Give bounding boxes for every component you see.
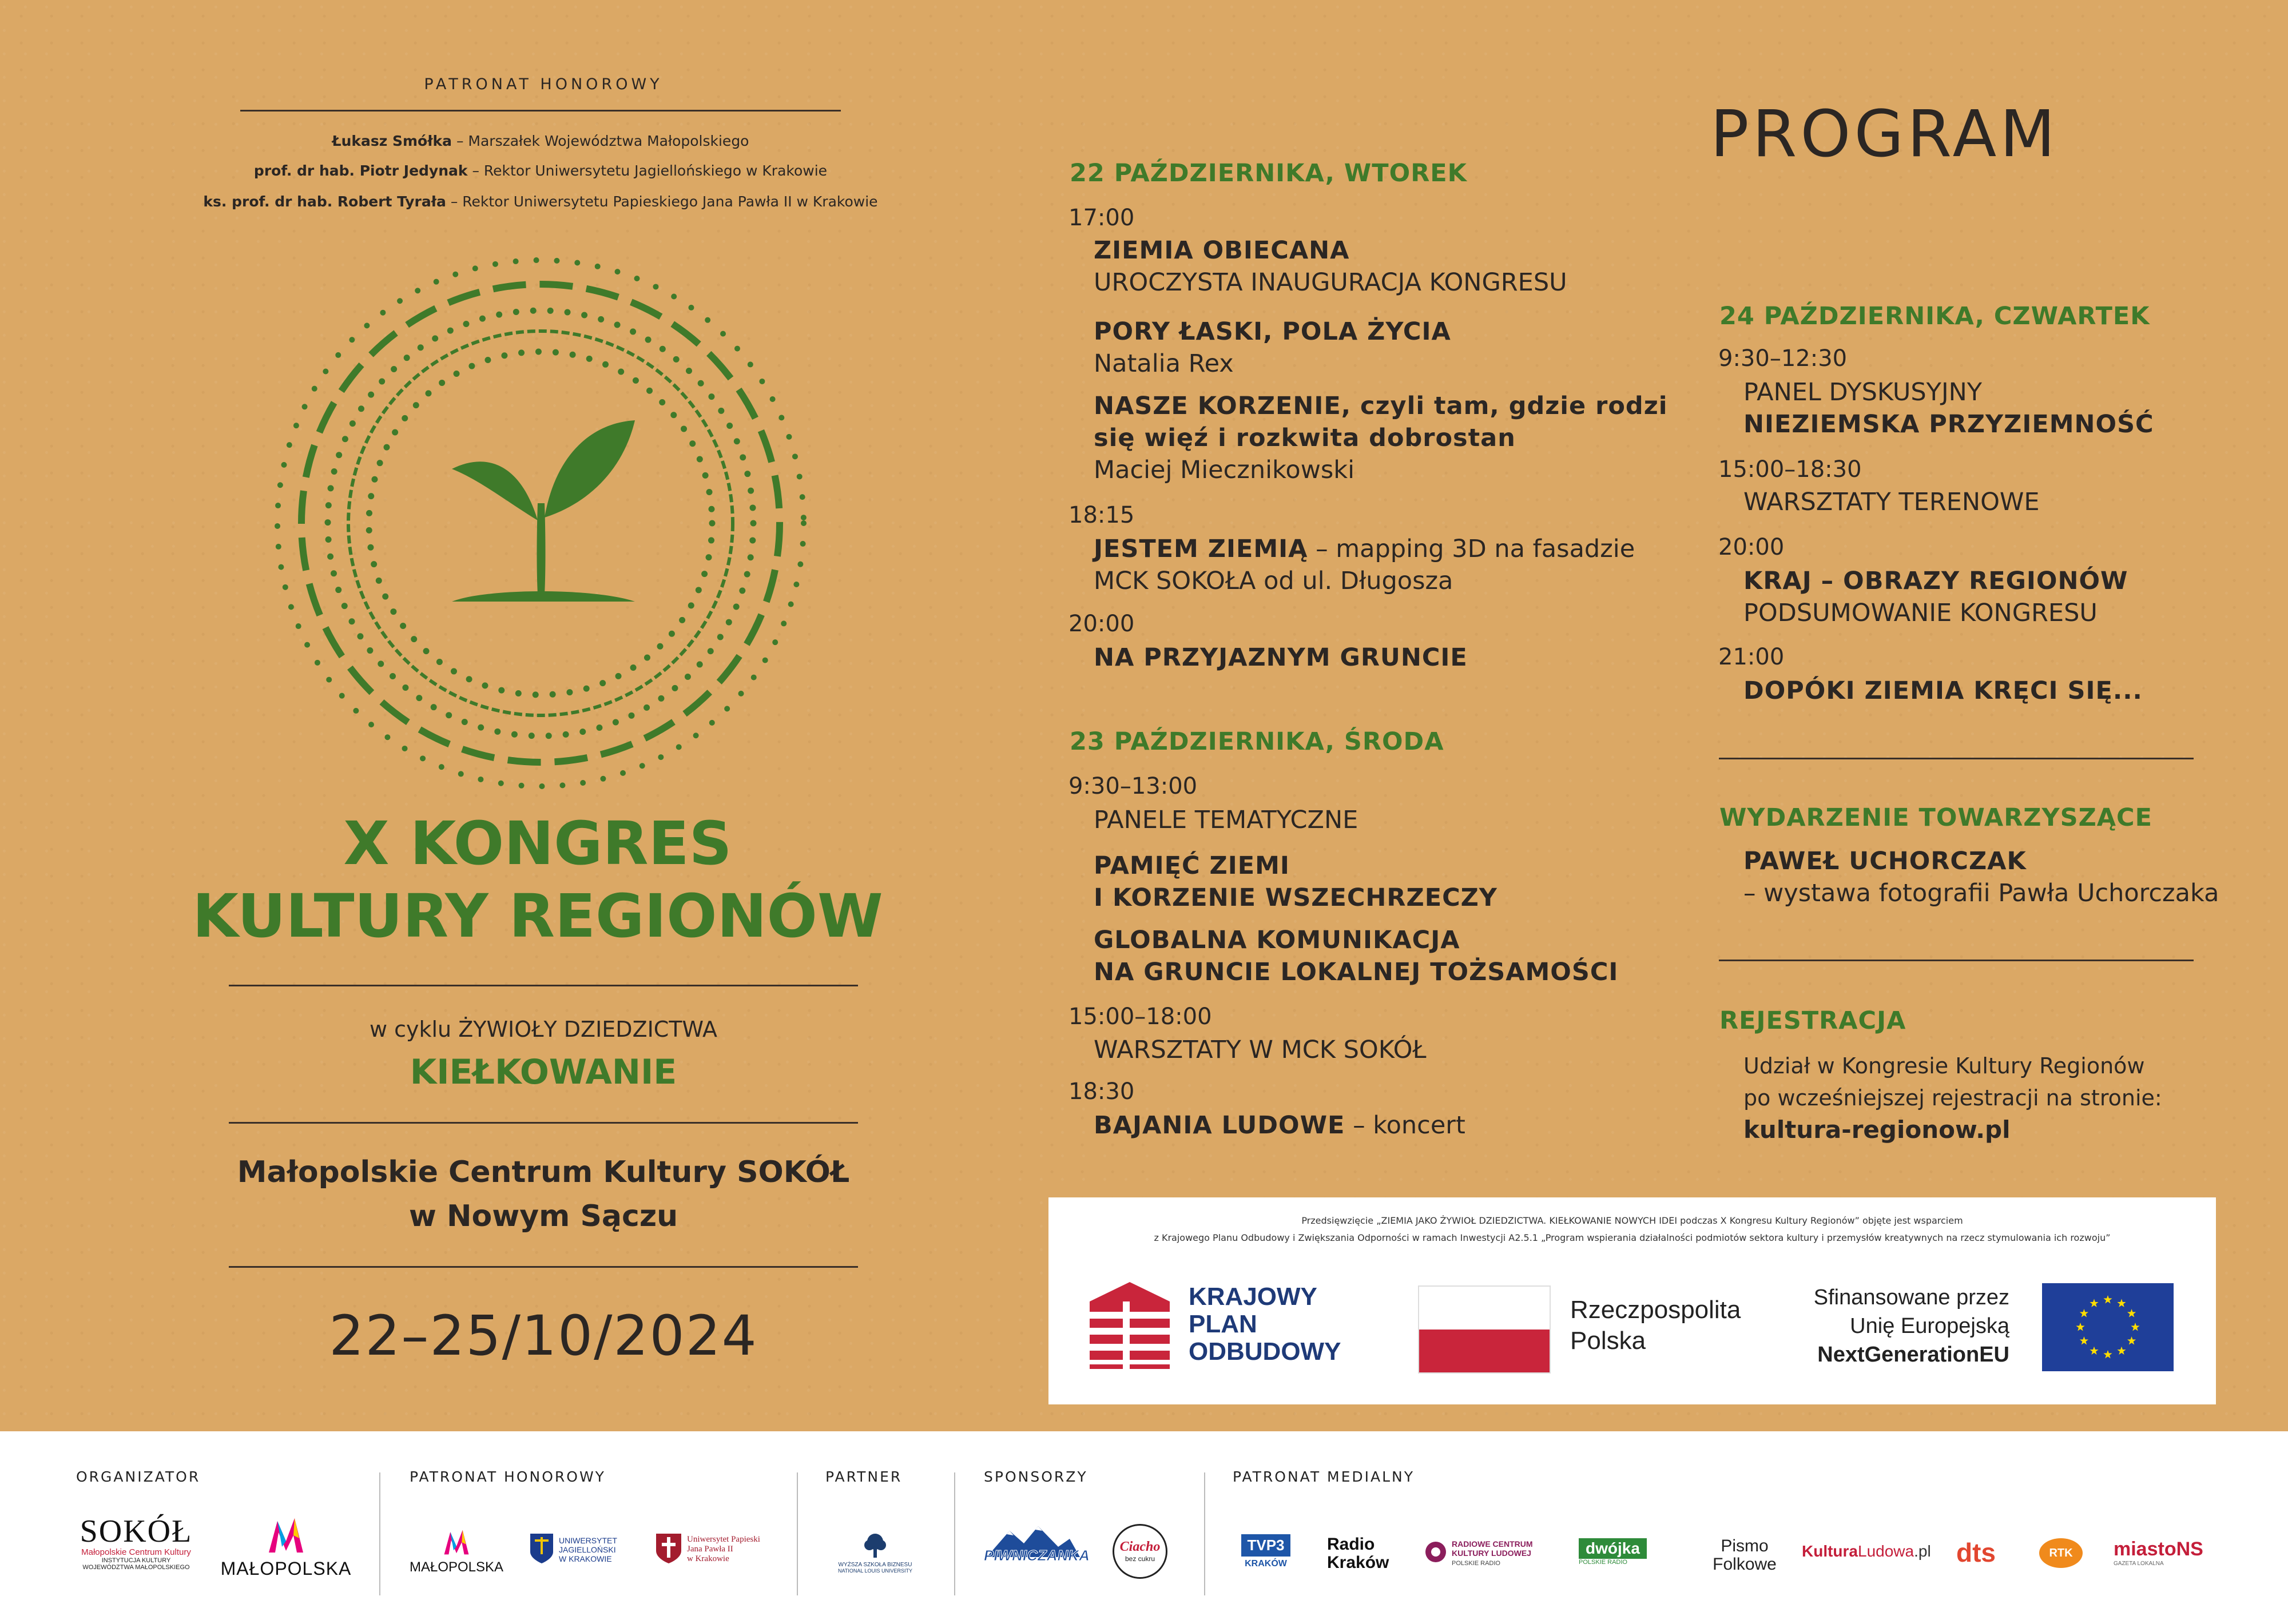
poster: PATRONAT HONOROWY Łukasz Smółka – Marszałek Województwa Małopolskiego prof. dr hab. Piotr Jedynak – Rektor Uniwersytetu Jagiellońskiego w Krakowie ks. prof. dr hab. Robert Tyrała – Rektor Uniwersytetu Papieskiego Jana Pawła II w Krakowie X KONGRES KULTURY REGIONÓW w cyklu ŻYWIOŁY DZIEDZICTWA KIEŁKOWANIE Małopolskie Centrum Kultury SOKÓŁ w Nowym Sączu 22–25/10/2024 PROGRAM 22 PAŹDZIERNIKA, WTOREK 17:00 ZIEMIA OBIECANA UROCZYSTA INAUGURACJA KONGRESU PORY ŁASKI, POLA ŻYCIA Natalia Rex NASZE KORZENIE, czyli tam, gdzie rodzi się więź i rozkwita dobrostan Maciej Miecznikowski 18:15 JESTEM ZIEMIĄ – mapping 3D na fasadzie MCK SOKOŁA od ul. Długosza 20:00 NA PRZYJAZNYM GRUNCIE 23 PAŹDZIERNIKA, ŚRODA 9:30–13:00 PANELE TEMATYCZNE PAMIĘĆ ZIEMI I KORZENIE WSZECHRZECZY GLOBALNA KOMUNIKACJA NA GRUNCIE LOKALNEJ TOŻSAMOŚCI 15:00–18:00 WARSZTATY W MCK SOKÓŁ 18:30 BAJANIA LUDOWE – koncert 24 PAŹDZIERNIKA, CZWARTEK 9:30–12:30 PANEL DYSKUSYJNY NIEZIEMSKA PRZYZIEMNOŚĆ 15:00–18:30 WARSZTATY TERENOWE 20:00 KRAJ – OBRAZY REGIONÓW PODSUMOWANIE KONGRESU 21:00 DOPÓKI ZIEMIA KRĘCI SIĘ... WYDARZENIE TOWARZYSZĄCE PAWEŁ UCHORCZAK – wystawa fotografii Pawła Uchorczaka REJESTRACJA Udział w Kongresie Kultury Regionów po wcześniejszej rejestracji na stronie: kultura-regionow.pl Przedsięwzięcie „ZIEMIA JAKO ŻYWIOŁ DZIEDZICTWA. KIEŁKOWANIE NOWYCH IDEI podczas X Kongresu Kultury Regionów” objęte jest wsparciem z Krajowego Planu Odbudowy i Zwiększania Odporności w ramach Inwestycji A2.5.1 „Program wspierania działalności podmiotów sektora kultury i przemysłów kreatywnych na rzecz stymulowania ich rozwoju” KRAJOWY PLAN ODBUDOWY Rzeczpospolita Polska Sfinansowane przez Unię Europejską NextGenerationEU ORGANIZATOR PATRONAT HONOROWY PARTNER SPONSORZY PATRONAT MEDIALNY SOKÓŁ Małopolskie Centrum Kultury INSTYTUCJA KULTURY WOJEWÓDZTWA MAŁOPOLSKIEGO MAŁOPOLSKA MAŁOPOLSKA UNIWERSYTET JAGIELLOŃSKI W KRAKOWIE Uniwersytet Papieski Jana Pawła II w Krakowie WYŻSZA SZKOŁA BIZNESU NATIONAL LOUIS UNIVERSITY PIWNICZANKA Ciacho bez cukru TVP3 KRAKÓW Radio Kraków RADIOWE CENTRUM KULTURY LUDOWEJ POLSKIE RADIO dwójka POLSKIE RADIO Pismo Folkowe KulturaLudowa.pl dts RTK miastoNS GAZETA LOKALNA bbox=[0, 0, 2288, 1624]
rp-logo-text: Rzeczpospolita Polska bbox=[1570, 1296, 1741, 1355]
piwniczanka-logo[interactable]: PIWNICZANKA bbox=[984, 1524, 1081, 1575]
rtk-logo[interactable]: RTK bbox=[2039, 1538, 2085, 1568]
side-event: PAWEŁ UCHORCZAK – wystawa fotografii Pawła Uchorczaka bbox=[1743, 847, 2219, 907]
day3-time2: 15:00–18:30 bbox=[1718, 456, 1862, 483]
venue-line2: w Nowym Sączu bbox=[408, 1199, 678, 1233]
media-label: PATRONAT MEDIALNY bbox=[1233, 1468, 1415, 1485]
day3-event3: KRAJ – OBRAZY REGIONÓW PODSUMOWANIE KONGRESU bbox=[1743, 567, 2128, 627]
funding-box bbox=[1048, 1197, 2216, 1404]
day1-time3: 20:00 bbox=[1068, 611, 1135, 637]
malopolska-logo[interactable]: MAŁOPOLSKA bbox=[220, 1515, 352, 1579]
day1-label: 22 PAŹDZIERNIKA, WTOREK bbox=[1070, 159, 1468, 188]
divider bbox=[229, 985, 858, 986]
side-event-label: WYDARZENIE TOWARZYSZĄCE bbox=[1719, 803, 2152, 832]
day1-time1: 17:00 bbox=[1068, 205, 1135, 231]
radio-wave-icon bbox=[1424, 1541, 1447, 1563]
honorary-patronage-title: PATRONAT HONOROWY bbox=[424, 75, 663, 93]
eu-flag-icon bbox=[2042, 1283, 2174, 1371]
patron-1: Łukasz Smółka – Marszałek Województwa Małopolskiego bbox=[332, 133, 749, 149]
radio-krakow-logo[interactable]: Radio Kraków bbox=[1327, 1535, 1389, 1572]
kpo-logo-text: KRAJOWY PLAN ODBUDOWY bbox=[1189, 1283, 1341, 1366]
day2-event4: WARSZTATY W MCK SOKÓŁ bbox=[1094, 1036, 1427, 1064]
divider bbox=[229, 1122, 858, 1124]
day2-event1: PANELE TEMATYCZNE bbox=[1094, 806, 1358, 834]
uj-crest-icon bbox=[529, 1533, 554, 1565]
patron-3: ks. prof. dr hab. Robert Tyrała – Rektor Uniwersytetu Papieskiego Jana Pawła II w Krakowie bbox=[203, 193, 878, 210]
day3-label: 24 PAŹDZIERNIKA, CZWARTEK bbox=[1719, 302, 2150, 331]
day1-event3: NASZE KORZENIE, czyli tam, gdzie rodzi się więź i rozkwita dobrostan Maciej Miecznikowski bbox=[1094, 392, 1668, 484]
eu-text: Sfinansowane przez Unię Europejską NextGenerationEU bbox=[1813, 1285, 2009, 1367]
divider bbox=[1719, 758, 2194, 759]
congress-title-line1: X KONGRES bbox=[343, 809, 732, 878]
divider bbox=[1719, 960, 2194, 961]
day3-time4: 21:00 bbox=[1718, 644, 1785, 670]
sokol-logo[interactable]: SOKÓŁ Małopolskie Centrum Kultury INSTYTUCJA KULTURY WOJEWÓDZTWA MAŁOPOLSKIEGO bbox=[80, 1514, 193, 1571]
day2-time1: 9:30–13:00 bbox=[1068, 773, 1198, 799]
partner-label: PARTNER bbox=[825, 1468, 903, 1485]
congress-title-line2: KULTURY REGIONÓW bbox=[192, 881, 883, 951]
event-dates: 22–25/10/2024 bbox=[329, 1304, 758, 1368]
miastons-logo[interactable]: miastoNS GAZETA LOKALNA bbox=[2114, 1538, 2203, 1567]
registration-text: Udział w Kongresie Kultury Regionów po wcześniejszej rejestracji na stronie: kultura-regionow.pl bbox=[1743, 1053, 2162, 1144]
sprout-emblem bbox=[269, 252, 812, 795]
divider bbox=[797, 1472, 798, 1595]
tvp3-logo[interactable]: TVP3 KRAKÓW bbox=[1234, 1534, 1297, 1569]
day1-event4: JESTEM ZIEMIĄ – mapping 3D na fasadzie MCK SOKOŁA od ul. Długosza bbox=[1094, 535, 1635, 595]
polish-flag-icon bbox=[1418, 1285, 1551, 1374]
sprout-icon bbox=[452, 420, 635, 602]
sponsors-label: SPONSORZY bbox=[984, 1468, 1088, 1485]
divider bbox=[954, 1472, 955, 1595]
day3-event1: PANEL DYSKUSYJNY NIEZIEMSKA PRZYZIEMNOŚĆ bbox=[1743, 378, 2154, 439]
day3-event4: DOPÓKI ZIEMIA KRĘCI SIĘ... bbox=[1743, 676, 2143, 705]
ciacho-logo[interactable]: Ciacho bez cukru bbox=[1113, 1524, 1175, 1581]
divider bbox=[240, 110, 841, 112]
registration-link[interactable]: kultura-regionow.pl bbox=[1743, 1116, 2011, 1144]
cycle-text: w cyklu ŻYWIOŁY DZIEDZICTWA bbox=[369, 1017, 718, 1042]
day1-time2: 18:15 bbox=[1068, 502, 1135, 528]
divider bbox=[1204, 1472, 1205, 1595]
dwojka-logo[interactable]: dwójka POLSKIE RADIO bbox=[1579, 1538, 1665, 1566]
malopolska-small-logo[interactable]: MAŁOPOLSKA bbox=[408, 1528, 505, 1575]
malopolska-m-icon bbox=[266, 1515, 306, 1555]
day2-time2: 15:00–18:00 bbox=[1068, 1004, 1212, 1030]
patron-2: prof. dr hab. Piotr Jedynak – Rektor Uniwersytetu Jagiellońskiego w Krakowie bbox=[253, 162, 828, 179]
venue-line1: Małopolskie Centrum Kultury SOKÓŁ bbox=[237, 1155, 850, 1189]
day1-event2: PORY ŁASKI, POLA ŻYCIA Natalia Rex bbox=[1094, 317, 1451, 378]
pismo-folkowe-logo[interactable]: Pismo Folkowe bbox=[1713, 1537, 1777, 1574]
day2-event2: PAMIĘĆ ZIEMI I KORZENIE WSZECHRZECZY bbox=[1094, 851, 1497, 912]
day1-event1: ZIEMIA OBIECANA UROCZYSTA INAUGURACJA KONGRESU bbox=[1094, 236, 1567, 297]
day1-event5: NA PRZYJAZNYM GRUNCIE bbox=[1094, 643, 1468, 672]
organizer-label: ORGANIZATOR bbox=[76, 1468, 201, 1485]
kpo-logo-icon bbox=[1090, 1282, 1170, 1369]
day2-label: 23 PAŹDZIERNIKA, ŚRODA bbox=[1070, 727, 1444, 756]
divider bbox=[229, 1266, 858, 1268]
theme-text: KIEŁKOWANIE bbox=[410, 1052, 677, 1092]
kultura-ludowa-logo[interactable]: KulturaLudowa.pl bbox=[1802, 1542, 1931, 1560]
program-title: PROGRAM bbox=[1710, 97, 2059, 172]
wsb-nlu-logo[interactable]: WYŻSZA SZKOŁA BIZNESU NATIONAL LOUIS UNIVERSITY bbox=[824, 1533, 927, 1574]
funding-text: Przedsięwzięcie „ZIEMIA JAKO ŻYWIOŁ DZIEDZICTWA. KIEŁKOWANIE NOWYCH IDEI podczas X Kongresu Kultury Regionów” objęte jest wsparciem z Krajowego Planu Odbudowy i Zwiększania Odporności w ramach Inwestycji A2.5.1 „Program wspierania działalności podmiotów sektora kultury i przemysłów kreatywnych na rzecz stymulowania ich rozwoju” bbox=[1154, 1215, 2111, 1243]
registration-label: REJESTRACJA bbox=[1719, 1006, 1906, 1035]
honorary-label: PATRONAT HONOROWY bbox=[410, 1468, 606, 1485]
day2-event5: BAJANIA LUDOWE – koncert bbox=[1094, 1111, 1465, 1140]
malopolska-m-icon bbox=[442, 1528, 471, 1557]
upjp2-crest-icon bbox=[655, 1533, 682, 1565]
day3-event2: WARSZTATY TERENOWE bbox=[1743, 488, 2040, 516]
day2-time3: 18:30 bbox=[1068, 1078, 1135, 1105]
divider bbox=[379, 1472, 380, 1595]
tree-icon bbox=[863, 1533, 888, 1559]
day3-time1: 9:30–12:30 bbox=[1718, 345, 1848, 372]
dts-logo[interactable]: dts bbox=[1956, 1538, 1996, 1567]
day2-event3: GLOBALNA KOMUNIKACJA NA GRUNCIE LOKALNEJ TOŻSAMOŚCI bbox=[1094, 926, 1619, 986]
day3-time3: 20:00 bbox=[1718, 534, 1785, 560]
